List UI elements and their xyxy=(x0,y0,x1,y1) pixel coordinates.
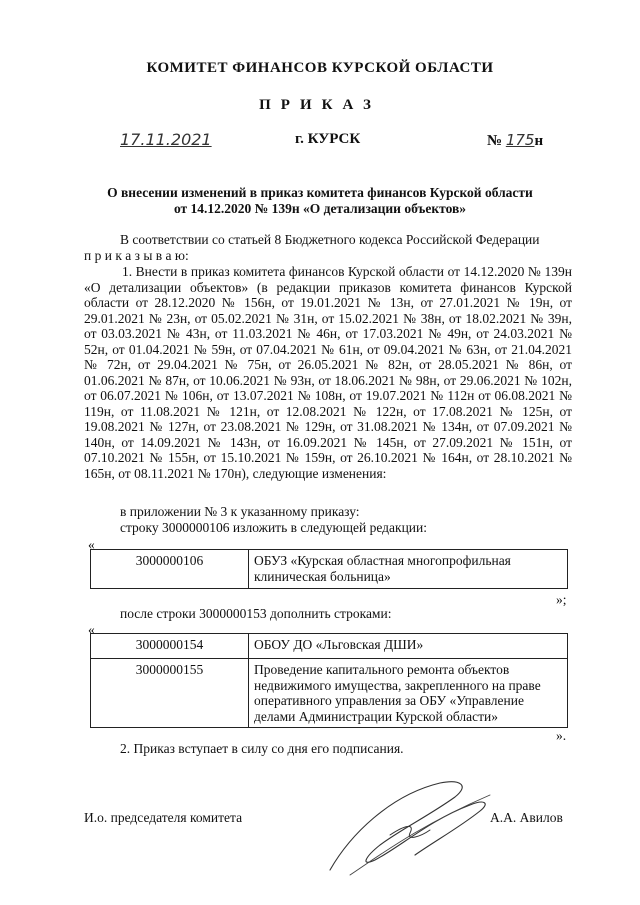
order-subject xyxy=(60,185,580,217)
number-label: № xyxy=(487,133,503,149)
table-cell-code: 3000000106 xyxy=(91,550,249,589)
quote-close-2: ». xyxy=(556,728,567,743)
quote-open-2: « xyxy=(88,622,95,637)
table-cell-code: 3000000155 xyxy=(91,659,249,728)
table-cell-name: ОБУЗ «Курская областная многопрофильная клиническая больница» xyxy=(249,550,568,589)
signatory-position: И.о. председателя комитета xyxy=(84,810,243,825)
number-value: 175 xyxy=(505,131,535,149)
table-cell-code: 3000000154 xyxy=(91,634,249,659)
item-2-text: 2. Приказ вступает в силу со дня его подписания. xyxy=(120,741,404,756)
addition-table xyxy=(90,633,568,728)
order-title: ПРИКАЗ xyxy=(259,97,381,113)
appendix-line: в приложении № 3 к указанному приказу: xyxy=(120,504,360,519)
committee-name: КОМИТЕТ ФИНАНСОВ КУРСКОЙ ОБЛАСТИ xyxy=(146,60,494,76)
intro-text: В соответствии со статьей 8 Бюджетного кодекса Российской Федерации xyxy=(120,232,540,247)
signatory-name: А.А. Авилов xyxy=(490,810,563,825)
table-row xyxy=(91,550,568,589)
table-cell-name: ОБОУ ДО «Льговская ДШИ» xyxy=(249,634,568,659)
item-1-text: 1. Внести в приказ комитета финансов Курской области от 14.12.2020 № 139н «О детализации объектов» (в редакции приказов комитета финансов Курской области от 28.12.2020 № 156н, от 19.01.2021 № 13н, от 27.01.2021 № 19н, от 29.01.2021 № 23н, от 05.02.2021 № 31н, от 15.02.2021 № 38н, от 18.02.2021 № 39н, от 03.03.2021 № 43н, от 11.03.2021 № 46н, от 17.03.2021 № 49н, от 24.03.2021 № 52н, от 01.04.2021 № 59н, от 07.04.2021 № 61н, от 09.04.2021 № 63н, от 21.04.2021 № 72н, от 29.04.2021 № 75н, от 26.05.2021 № 82н, от 28.05.2021 № 86н, от 01.06.2021 № 87н, от 10.06.2021 № 93н, от 18.06.2021 № 98н, от 29.06.2021 № 102н, от 06.07.2021 № 106н, от 13.07.2021 № 108н, от 19.07.2021 № 112н от 06.08.2021 № 119н, от 11.08.2021 № 121н, от 12.08.2021 № 122н, от 17.08.2021 № 125н, от 19.08.2021 № 127н, от 23.08.2021 № 129н, от 31.08.2021 № 134н, от 07.09.2021 № 140н, от 14.09.2021 № 143н, от 16.09.2021 № 145н, от 27.09.2021 № 151н, от 07.10.2021 № 155н, от 15.10.2021 № 159н, от 26.10.2021 № 164н, от 28.10.2021 № 165н, от 08.11.2021 № 170н), следующие изменения: xyxy=(84,264,572,481)
table-row xyxy=(91,634,568,659)
order-number xyxy=(487,131,543,150)
after-line: после строки 3000000153 дополнить строками: xyxy=(120,606,392,621)
replace-line: строку 3000000106 изложить в следующей редакции: xyxy=(120,520,428,535)
table-cell-name: Проведение капитального ремонта объектов недвижимого имущества, закрепленного на праве оперативного управления за ОБУ «Управление делами Администрации Курской области» xyxy=(249,659,568,728)
orders-word: п р и к а з ы в а ю: xyxy=(84,248,189,263)
table-row xyxy=(91,659,568,728)
quote-open-1: « xyxy=(88,537,95,552)
order-city: г. КУРСК xyxy=(295,131,361,147)
subject-line-2: от 14.12.2020 № 139н «О детализации объектов» xyxy=(173,201,467,216)
replacement-table xyxy=(90,549,568,589)
quote-close-1: »; xyxy=(556,592,567,607)
subject-line-1: О внесении изменений в приказ комитета финансов Курской области xyxy=(107,185,533,200)
order-date: 17.11.2021 xyxy=(120,130,212,149)
handwritten-signature-icon xyxy=(320,775,500,885)
number-suffix: н xyxy=(534,133,544,149)
